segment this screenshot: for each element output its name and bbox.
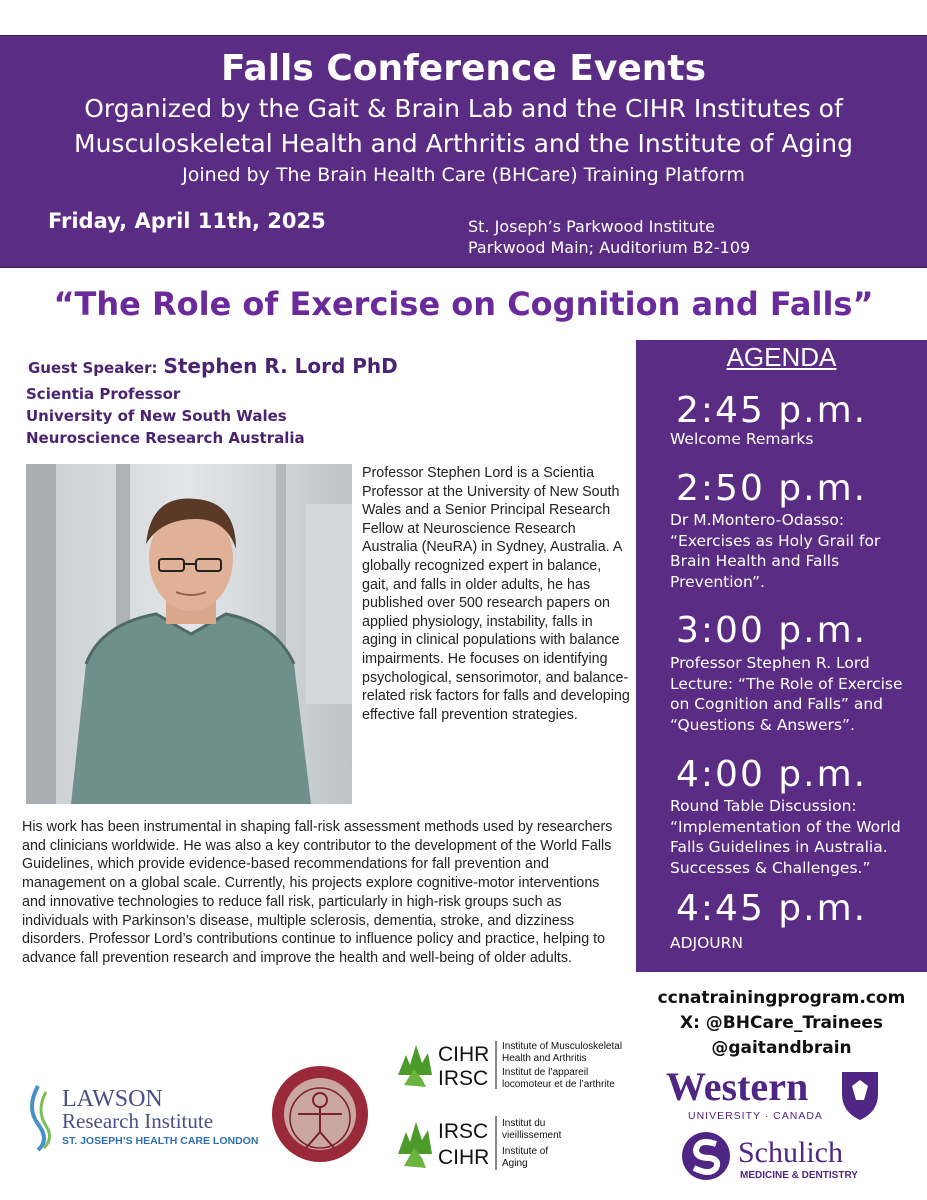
schulich-sub: MEDICINE & DENTISTRY bbox=[740, 1170, 858, 1181]
speaker-photo bbox=[26, 464, 352, 804]
organizer-line-1: Organized by the Gait & Brain Lab and the CIHR Institutes of bbox=[84, 94, 843, 123]
event-venue bbox=[468, 216, 750, 258]
cihr-aging-logo bbox=[392, 1110, 592, 1176]
western-logo bbox=[664, 1064, 886, 1124]
agenda-time: 4:45 p.m. bbox=[676, 888, 868, 929]
gait-brain-lab-seal bbox=[268, 1062, 372, 1166]
speaker-credentials bbox=[26, 383, 305, 449]
cihr-label: CIHR bbox=[438, 1146, 490, 1169]
speaker-title: Scientia Professor bbox=[26, 385, 181, 403]
event-title: Falls Conference Events bbox=[220, 48, 707, 89]
agenda-time: 3:00 p.m. bbox=[676, 610, 868, 651]
aging-fr-2: vieillissement bbox=[502, 1130, 562, 1141]
cihr-fr-1: Institut de l’appareil bbox=[502, 1067, 589, 1078]
agenda-desc: ADJOURN bbox=[670, 934, 744, 952]
agenda-time: 2:45 p.m. bbox=[676, 390, 868, 431]
agenda-time: 4:00 p.m. bbox=[676, 754, 868, 795]
website-link[interactable]: ccnatrainingprogram.com bbox=[657, 988, 906, 1008]
irsc-label: IRSC bbox=[438, 1120, 489, 1143]
agenda-time: 2:50 p.m. bbox=[676, 468, 868, 509]
event-date: Friday, April 11th, 2025 bbox=[48, 209, 326, 233]
agenda-desc: Round Table Discussion: “Implementation of the World Falls Guidelines in Australia. Successes & Challenges.” bbox=[670, 797, 901, 877]
speaker-label: Guest Speaker: bbox=[28, 359, 158, 377]
agenda-desc: Professor Stephen R. Lord Lecture: “The Role of Exercise on Cognition and Falls” and “Questions & Answers”. bbox=[670, 654, 903, 734]
cihr-en-1: Institute of Musculoskeletal bbox=[502, 1041, 622, 1052]
speaker-affiliation-1: University of New South Wales bbox=[26, 407, 287, 425]
bio-paragraph-1: Professor Stephen Lord is a Scientia Professor at the University of New South Wales and a Senior Principal Research Fellow at Neuroscience Research Australia (NeuRA) in Sydney, Australia. A globally recognized expert in balance, gait, and falls in older adults, he has published over 500 research papers on applied physiology, instability, falls in aging in clinical populations with balance impairments. He focuses on identifying psychological, sensorimotor, and balance-related risk factors for falls and developing effective fall prevention strategies. bbox=[362, 465, 630, 723]
aging-en-2: Aging bbox=[502, 1158, 528, 1169]
organizer-line-2: Musculoskeletal Health and Arthritis and the Institute of Aging bbox=[74, 129, 853, 158]
venue-line-2: Parkwood Main; Auditorium B2-109 bbox=[468, 238, 751, 257]
cihr-msk-logo bbox=[392, 1035, 622, 1095]
agenda-heading: AGENDA bbox=[726, 342, 837, 372]
agenda-desc: Welcome Remarks bbox=[670, 430, 814, 448]
bio-paragraph-2: His work has been instrumental in shaping fall-risk assessment methods used by researchers and clinicians worldwide. He was also a key contributor to the development of the World Falls Guidelines, which provide evidence-based recommendations for fall prevention and management on a global scale. Currently, his projects explore cognitive-motor interventions and innovative technologies to reduce fall risk, particularly in high-risk groups such as individuals with Parkinson’s disease, multiple sclerosis, dementia, stroke, and dizziness disorders. Professor Lord’s contributions continue to influence policy and practice, helping to advance fall prevention research and improve the health and well-being of older adults. bbox=[22, 819, 613, 966]
cihr-fr-2: locomoteur et de l’arthrite bbox=[502, 1079, 615, 1090]
lawson-logo bbox=[24, 1078, 264, 1152]
lawson-name: LAWSON bbox=[62, 1086, 163, 1112]
speaker-affiliation-2: Neuroscience Research Australia bbox=[26, 429, 305, 447]
aging-fr-1: Institut du bbox=[502, 1118, 546, 1129]
western-name: Western bbox=[666, 1064, 809, 1109]
talk-title: “The Role of Exercise on Cognition and Falls” bbox=[53, 285, 874, 323]
header-banner bbox=[0, 35, 927, 268]
speaker-heading bbox=[28, 354, 398, 378]
schulich-logo bbox=[680, 1128, 880, 1184]
aging-en-1: Institute of bbox=[502, 1146, 549, 1157]
venue-line-1: St. Joseph’s Parkwood Institute bbox=[468, 217, 716, 236]
cihr-en-2: Health and Arthritis bbox=[502, 1053, 587, 1064]
agenda-panel bbox=[636, 340, 927, 972]
agenda-desc: Dr M.Montero-Odasso: “Exercises as Holy Grail for Brain Health and Falls Prevention”. bbox=[670, 511, 881, 591]
irsc-label: IRSC bbox=[438, 1067, 489, 1090]
western-sub: UNIVERSITY · CANADA bbox=[688, 1110, 823, 1122]
lawson-sub: Research Institute bbox=[62, 1109, 214, 1133]
partner-line: Joined by The Brain Health Care (BHCare) Training Platform bbox=[182, 164, 745, 186]
lawson-hospital: ST. JOSEPH’S HEALTH CARE LONDON bbox=[62, 1135, 259, 1147]
schulich-name: Schulich bbox=[738, 1136, 843, 1169]
cihr-label: CIHR bbox=[438, 1043, 490, 1066]
speaker-name: Stephen R. Lord PhD bbox=[163, 354, 398, 378]
gaitandbrain-handle[interactable]: @gaitandbrain bbox=[711, 1038, 852, 1058]
x-handle[interactable]: X: @BHCare_Trainees bbox=[679, 1013, 884, 1033]
